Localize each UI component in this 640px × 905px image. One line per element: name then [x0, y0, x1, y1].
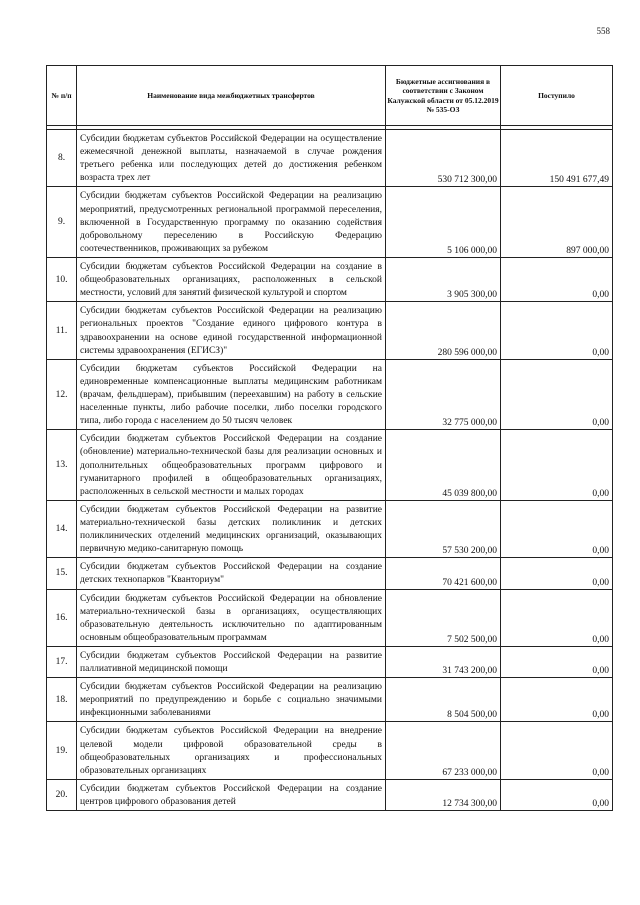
transfer-name: Субсидии бюджетам субъектов Российской Федерации на создание (обновление) материально-технической базы для реализации основных и дополнительных общеобразовательных программ цифрового и гуманитарного профилей в общеобразовательных организациях, расположенных в сельской местности и малых городах	[77, 430, 386, 501]
table-row	[47, 130, 613, 187]
allocated-amount: 70 421 600,00	[386, 558, 501, 589]
row-number: 17.	[47, 646, 77, 677]
allocated-amount: 67 233 000,00	[386, 722, 501, 779]
row-number: 13.	[47, 430, 77, 501]
row-number: 20.	[47, 779, 77, 810]
row-number: 8.	[47, 130, 77, 187]
table-row	[47, 430, 613, 501]
table-header-row	[47, 66, 613, 126]
transfer-name: Субсидии бюджетам субъектов Российской Федерации на создание в общеобразовательных организациях, расположенных в сельской местности, условий для занятий физической культурой и спортом	[77, 257, 386, 301]
table-row	[47, 646, 613, 677]
row-number: 9.	[47, 187, 77, 258]
table-row	[47, 257, 613, 301]
allocated-amount: 3 905 300,00	[386, 257, 501, 301]
received-amount: 0,00	[501, 779, 613, 810]
table-row	[47, 558, 613, 589]
allocated-amount: 8 504 500,00	[386, 678, 501, 722]
allocated-amount: 57 530 200,00	[386, 500, 501, 557]
header-name: Наименование вида межбюджетных трансфертов	[77, 66, 386, 126]
transfer-name: Субсидии бюджетам субъектов Российской Федерации на реализацию региональных проектов "Создание единого цифрового контура в здравоохранении на основе единой государственной информационной системы здравоохранения (ЕГИСЗ)"	[77, 302, 386, 359]
table-row	[47, 589, 613, 646]
table-row	[47, 500, 613, 557]
received-amount: 150 491 677,49	[501, 130, 613, 187]
transfer-name: Субсидии бюджетам субъектов Российской Федерации на внедрение целевой модели цифровой образовательной среды в общеобразовательных организациях и профессиональных образовательных организациях	[77, 722, 386, 779]
transfer-name: Субсидии бюджетам субъектов Российской Федерации на единовременные компенсационные выплаты медицинским работникам (врачам, фельдшерам), прибывшим (переехавшим) на работу в сельские населенные пункты, либо рабочие поселки, либо поселки городского типа, либо города с населением до 50 тысяч человек	[77, 359, 386, 430]
received-amount: 0,00	[501, 257, 613, 301]
allocated-amount: 45 039 800,00	[386, 430, 501, 501]
received-amount: 0,00	[501, 558, 613, 589]
allocated-amount: 280 596 000,00	[386, 302, 501, 359]
received-amount: 0,00	[501, 678, 613, 722]
table-row	[47, 302, 613, 359]
page-number: 558	[596, 26, 610, 36]
table-row	[47, 678, 613, 722]
row-number: 10.	[47, 257, 77, 301]
row-number: 18.	[47, 678, 77, 722]
transfer-name: Субсидии бюджетам субъектов Российской Федерации на создание центров цифрового образования детей	[77, 779, 386, 810]
header-num: № п/п	[47, 66, 77, 126]
received-amount: 897 000,00	[501, 187, 613, 258]
allocated-amount: 5 106 000,00	[386, 187, 501, 258]
received-amount: 0,00	[501, 430, 613, 501]
allocated-amount: 7 502 500,00	[386, 589, 501, 646]
row-number: 14.	[47, 500, 77, 557]
allocated-amount: 32 775 000,00	[386, 359, 501, 430]
table-row	[47, 779, 613, 810]
row-number: 19.	[47, 722, 77, 779]
transfer-name: Субсидии бюджетам субъектов Российской Федерации на реализацию мероприятий по предупреждению и борьбе с социально значимыми инфекционными заболеваниями	[77, 678, 386, 722]
transfer-name: Субсидии бюджетам субъектов Российской Федерации на реализацию мероприятий, предусмотренных региональной программой переселения, включенной в Государственную программу по оказанию содействия добровольному переселению в Российскую Федерацию соотечественников, проживающих за рубежом	[77, 187, 386, 258]
transfer-name: Субсидии бюджетам субъектов Российской Федерации на создание детских технопарков "Кванториум"	[77, 558, 386, 589]
table-row	[47, 187, 613, 258]
allocated-amount: 12 734 300,00	[386, 779, 501, 810]
header-allocated: Бюджетные ассигнования в соответствии с Законом Калужской области от 05.12.2019 № 535-ОЗ	[386, 66, 501, 126]
allocated-amount: 31 743 200,00	[386, 646, 501, 677]
received-amount: 0,00	[501, 500, 613, 557]
table-row	[47, 722, 613, 779]
received-amount: 0,00	[501, 646, 613, 677]
received-amount: 0,00	[501, 302, 613, 359]
row-number: 15.	[47, 558, 77, 589]
table-row	[47, 359, 613, 430]
transfer-name: Субсидии бюджетам субъектов Российской Федерации на развитие паллиативной медицинской помощи	[77, 646, 386, 677]
allocated-amount: 530 712 300,00	[386, 130, 501, 187]
header-received: Поступило	[501, 66, 613, 126]
row-number: 12.	[47, 359, 77, 430]
row-number: 11.	[47, 302, 77, 359]
transfers-table	[46, 65, 613, 811]
transfer-name: Субсидии бюджетам субъектов Российской Федерации на обновление материально-технической базы в организациях, осуществляющих образовательную деятельность исключительно по адаптированным основным общеобразовательным программам	[77, 589, 386, 646]
received-amount: 0,00	[501, 589, 613, 646]
transfer-name: Субсидии бюджетам субъектов Российской Федерации на развитие материально-технической базы детских поликлиник и детских поликлинических отделений медицинских организаций, оказывающих первичную медико-санитарную помощь	[77, 500, 386, 557]
transfer-name: Субсидии бюджетам субъектов Российской Федерации на осуществление ежемесячной денежной выплаты, назначаемой в случае рождения третьего ребенка или последующих детей до достижения ребенком возраста трех лет	[77, 130, 386, 187]
received-amount: 0,00	[501, 359, 613, 430]
row-number: 16.	[47, 589, 77, 646]
received-amount: 0,00	[501, 722, 613, 779]
